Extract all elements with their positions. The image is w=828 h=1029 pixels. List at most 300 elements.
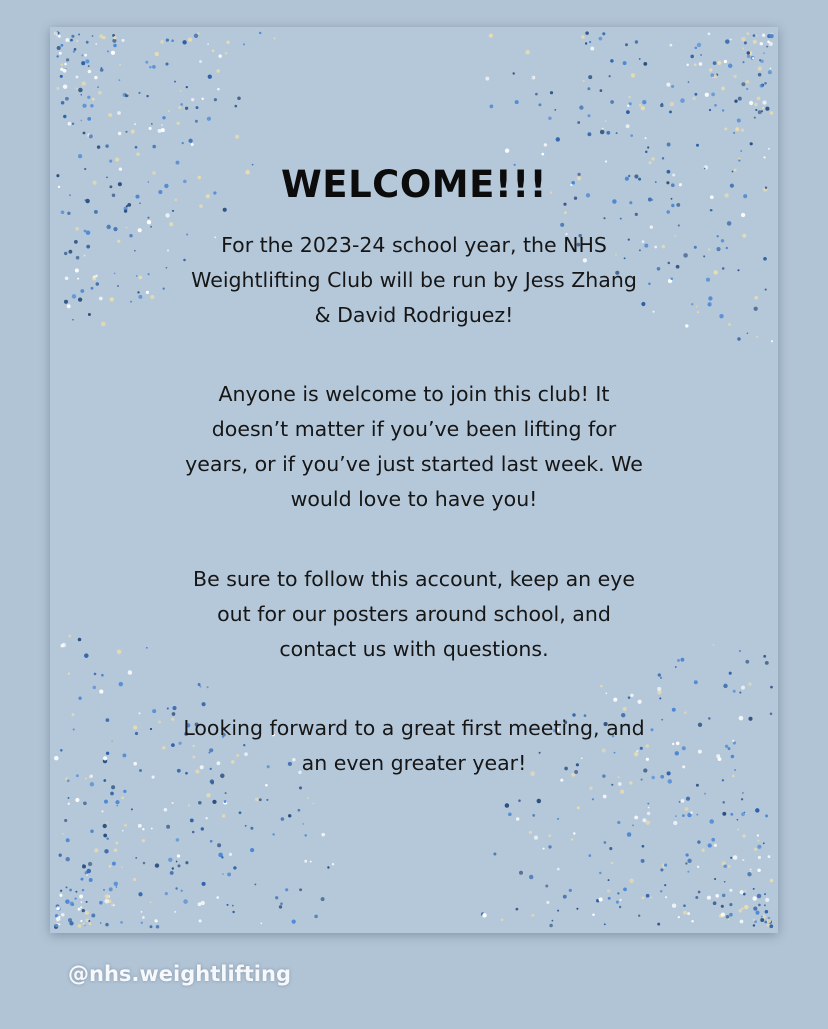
confetti-dot <box>529 831 532 834</box>
confetti-dot <box>106 752 109 755</box>
confetti-dot <box>104 899 109 904</box>
confetti-dot <box>757 894 762 899</box>
confetti-dot <box>587 87 590 90</box>
confetti-dot <box>188 804 190 806</box>
confetti-dot <box>152 65 156 69</box>
confetti-dot <box>302 823 304 825</box>
confetti-dot <box>158 129 162 133</box>
confetti-dot <box>155 52 159 56</box>
confetti-dot <box>698 891 701 894</box>
confetti-dot <box>716 247 720 251</box>
confetti-dot <box>101 322 105 326</box>
confetti-dot <box>758 66 762 70</box>
confetti-dot <box>738 159 740 161</box>
confetti-dot <box>172 867 174 869</box>
confetti-dot <box>613 698 617 702</box>
confetti-dot <box>61 913 65 917</box>
confetti-dot <box>750 869 752 871</box>
confetti-dot <box>71 35 74 38</box>
confetti-dot <box>125 131 127 133</box>
confetti-dot <box>188 38 192 42</box>
confetti-dot <box>207 43 209 45</box>
confetti-dot <box>543 848 545 850</box>
confetti-dot <box>741 213 745 217</box>
confetti-dot <box>588 75 592 79</box>
confetti-dot <box>666 83 670 87</box>
confetti-dot <box>142 916 145 919</box>
confetti-dot <box>669 110 672 113</box>
confetti-dot <box>744 905 748 909</box>
confetti-dot <box>647 803 649 805</box>
confetti-dot <box>587 114 590 117</box>
confetti-dot <box>235 135 239 139</box>
announcement-card <box>50 27 778 933</box>
confetti-dot <box>723 684 727 688</box>
confetti-dot <box>753 907 757 911</box>
confetti-dot <box>683 904 686 907</box>
confetti-dot <box>332 863 334 865</box>
confetti-dot <box>94 210 98 214</box>
confetti-dot <box>250 848 254 852</box>
confetti-dot <box>102 810 104 812</box>
confetti-dot <box>745 890 747 892</box>
confetti-dot <box>641 859 645 863</box>
confetti-dot <box>550 91 553 94</box>
confetti-dot <box>722 894 726 898</box>
confetti-dot <box>57 907 60 910</box>
confetti-dot <box>162 116 165 119</box>
confetti-dot <box>650 896 652 898</box>
confetti-dot <box>113 36 116 39</box>
confetti-dot <box>489 34 493 38</box>
confetti-dot <box>226 904 228 906</box>
confetti-dot <box>103 824 107 828</box>
confetti-dot <box>519 871 523 875</box>
confetti-dot <box>78 908 81 911</box>
confetti-dot <box>742 47 744 49</box>
confetti-dot <box>122 39 125 42</box>
confetti-dot <box>72 294 76 298</box>
confetti-dot <box>678 916 680 918</box>
confetti-dot <box>69 889 72 892</box>
confetti-dot <box>694 63 697 66</box>
confetti-dot <box>84 255 86 257</box>
confetti-dot <box>730 857 732 859</box>
confetti-dot <box>755 911 759 915</box>
confetti-dot <box>88 70 92 74</box>
confetti-dot <box>589 41 591 43</box>
confetti-dot <box>755 109 757 111</box>
confetti-dot <box>728 64 733 69</box>
confetti-dot <box>170 871 174 875</box>
confetti-dot <box>218 54 222 58</box>
confetti-dot <box>207 117 211 121</box>
confetti-dot <box>145 61 148 64</box>
confetti-dot <box>731 755 735 759</box>
confetti-dot <box>207 686 209 688</box>
confetti-dot <box>766 46 768 48</box>
confetti-dot <box>127 93 129 95</box>
confetti-dot <box>226 41 229 44</box>
confetti-dot <box>81 61 85 65</box>
confetti-dot <box>557 818 559 820</box>
confetti-dot <box>770 686 773 689</box>
confetti-dot <box>485 77 489 81</box>
confetti-dot <box>61 101 65 105</box>
paragraph-line: out for our posters around school, and <box>217 602 611 626</box>
confetti-dot <box>739 716 744 721</box>
confetti-dot <box>97 145 100 148</box>
confetti-dot <box>608 879 610 881</box>
confetti-dot <box>82 81 86 85</box>
confetti-dot <box>57 46 61 50</box>
confetti-dot <box>610 100 614 104</box>
confetti-dot <box>59 854 62 857</box>
confetti-dot <box>733 690 736 693</box>
confetti-dot <box>764 893 766 895</box>
confetti-dot <box>79 895 83 899</box>
confetti-dot <box>217 843 221 847</box>
confetti-dot <box>67 304 71 308</box>
confetti-dot <box>164 808 168 812</box>
confetti-dot <box>722 779 724 781</box>
confetti-dot <box>732 775 735 778</box>
confetti-dot <box>168 858 172 862</box>
confetti-dot <box>490 105 494 109</box>
confetti-dot <box>708 33 711 36</box>
confetti-dot <box>606 131 610 135</box>
confetti-dot <box>95 43 97 45</box>
confetti-dot <box>760 42 763 45</box>
confetti-dot <box>70 902 74 906</box>
confetti-dot <box>747 332 749 334</box>
confetti-dot <box>199 60 202 63</box>
confetti-dot <box>99 297 103 301</box>
confetti-dot <box>176 861 178 863</box>
confetti-dot <box>600 89 603 92</box>
confetti-dot <box>64 819 67 822</box>
confetti-dot <box>744 812 746 814</box>
confetti-dot <box>726 247 728 249</box>
confetti-dot <box>747 51 750 54</box>
confetti-dot <box>85 778 87 780</box>
confetti-dot <box>604 841 607 844</box>
confetti-dot <box>664 884 666 886</box>
confetti-dot <box>235 105 238 108</box>
confetti-dot <box>608 897 611 900</box>
confetti-dot <box>73 50 76 53</box>
confetti-dot <box>165 892 168 895</box>
confetti-dot <box>110 792 114 796</box>
confetti-dot <box>227 872 231 876</box>
confetti-dot <box>493 852 496 855</box>
confetti-dot <box>178 106 181 109</box>
confetti-dot <box>724 881 726 883</box>
confetti-dot <box>617 821 620 824</box>
confetti-dot <box>659 697 661 699</box>
confetti-dot <box>60 44 63 47</box>
confetti-dot <box>83 801 87 805</box>
confetti-dot <box>54 31 58 35</box>
confetti-dot <box>82 864 86 868</box>
confetti-dot <box>763 156 765 158</box>
confetti-dot <box>116 886 118 888</box>
confetti-dot <box>76 256 80 260</box>
confetti-dot <box>733 855 738 860</box>
confetti-dot <box>135 146 138 149</box>
paragraph-line: & David Rodriguez! <box>314 303 514 327</box>
confetti-dot <box>150 925 153 928</box>
confetti-dot <box>741 686 745 690</box>
confetti-dot <box>195 120 198 123</box>
confetti-dot <box>80 289 84 293</box>
confetti-dot <box>172 210 174 212</box>
confetti-dot <box>72 713 75 716</box>
confetti-dot <box>599 37 603 41</box>
confetti-dot <box>628 96 630 98</box>
confetti-dot <box>259 798 262 801</box>
confetti-dot <box>99 901 103 905</box>
confetti-dot <box>63 115 66 118</box>
account-handle-tag[interactable]: @nhs.weightlifting <box>68 962 291 986</box>
confetti-dot <box>64 252 67 255</box>
confetti-dot <box>272 833 274 835</box>
confetti-dot <box>255 798 259 802</box>
confetti-dot <box>221 856 223 858</box>
confetti-dot <box>728 865 731 868</box>
confetti-dot <box>279 905 282 908</box>
confetti-dot <box>56 55 58 57</box>
confetti-dot <box>761 916 763 918</box>
confetti-dot <box>583 80 585 82</box>
confetti-dot <box>721 239 724 242</box>
confetti-dot <box>765 910 768 913</box>
confetti-dot <box>589 787 592 790</box>
confetti-dot <box>60 68 63 71</box>
welcome-heading: WELCOME!!! <box>281 163 547 206</box>
confetti-dot <box>65 886 67 888</box>
confetti-dot <box>94 76 97 79</box>
confetti-dot <box>750 142 753 145</box>
confetti-dot <box>225 792 227 794</box>
confetti-dot <box>214 98 217 101</box>
confetti-dot <box>172 802 174 804</box>
confetti-dot <box>765 814 768 817</box>
confetti-dot <box>771 340 773 342</box>
confetti-dot <box>223 208 227 212</box>
paragraph-club-leaders <box>114 228 714 333</box>
confetti-dot <box>658 673 661 676</box>
confetti-dot <box>166 825 170 829</box>
confetti-dot <box>233 866 236 869</box>
confetti-dot <box>745 660 749 664</box>
confetti-dot <box>106 718 110 722</box>
confetti-dot <box>232 911 234 913</box>
confetti-dot <box>602 128 604 130</box>
confetti-dot <box>65 277 69 281</box>
confetti-dot <box>150 902 152 904</box>
confetti-dot <box>61 63 64 66</box>
confetti-dot <box>305 834 307 836</box>
confetti-dot <box>86 901 88 903</box>
confetti-dot <box>609 847 612 850</box>
confetti-dot <box>766 923 769 926</box>
confetti-dot <box>762 101 766 105</box>
confetti-dot <box>501 918 504 921</box>
confetti-dot <box>174 81 176 83</box>
confetti-dot <box>124 209 127 212</box>
confetti-dot <box>60 890 62 892</box>
confetti-dot <box>708 843 712 847</box>
confetti-dot <box>67 212 70 215</box>
confetti-dot <box>90 782 95 787</box>
confetti-dot <box>635 40 638 43</box>
confetti-dot <box>623 61 627 65</box>
confetti-dot <box>647 812 650 815</box>
confetti-dot <box>616 132 618 134</box>
confetti-dot <box>54 924 59 929</box>
confetti-dot <box>118 132 121 135</box>
confetti-dot <box>645 151 647 153</box>
confetti-dot <box>307 797 309 799</box>
confetti-dot <box>201 827 204 830</box>
confetti-dot <box>605 120 607 122</box>
confetti-dot <box>754 296 758 300</box>
confetti-dot <box>96 282 99 285</box>
confetti-dot <box>216 896 219 899</box>
confetti-dot <box>629 879 634 884</box>
confetti-dot <box>635 213 638 216</box>
confetti-dot <box>620 218 622 220</box>
confetti-dot <box>68 122 72 126</box>
confetti-dot <box>742 61 744 63</box>
confetti-dot <box>757 97 761 101</box>
confetti-dot <box>59 52 62 55</box>
confetti-dot <box>304 860 307 863</box>
confetti-dot <box>700 54 702 56</box>
paragraph-line: For the 2023-24 school year, the NHS <box>221 233 607 257</box>
confetti-dot <box>105 144 108 147</box>
confetti-dot <box>695 896 698 899</box>
confetti-dot <box>121 796 124 799</box>
confetti-dot <box>681 799 685 803</box>
confetti-dot <box>131 130 135 134</box>
confetti-dot <box>694 46 697 49</box>
confetti-dot <box>642 845 645 848</box>
confetti-dot <box>637 700 641 704</box>
confetti-dot <box>202 702 206 706</box>
confetti-dot <box>678 224 680 226</box>
confetti-dot <box>87 869 92 874</box>
confetti-dot <box>741 129 744 132</box>
confetti-dot <box>585 42 587 44</box>
confetti-dot <box>160 40 164 44</box>
confetti-dot <box>763 842 765 844</box>
confetti-dot <box>211 781 214 784</box>
confetti-dot <box>642 896 645 899</box>
confetti-dot <box>171 39 174 42</box>
confetti-dot <box>711 838 715 842</box>
confetti-dot <box>592 798 594 800</box>
confetti-dot <box>87 96 90 99</box>
confetti-dot <box>740 890 744 894</box>
confetti-dot <box>182 142 184 144</box>
confetti-dot <box>734 769 736 771</box>
confetti-dot <box>739 909 743 913</box>
confetti-dot <box>602 32 605 35</box>
confetti-dot <box>685 862 687 864</box>
confetti-dot <box>753 888 755 890</box>
confetti-dot <box>758 73 762 77</box>
confetti-dot <box>68 672 70 674</box>
confetti-dot <box>120 921 123 924</box>
confetti-dot <box>757 834 759 836</box>
confetti-dot <box>199 686 201 688</box>
confetti-dot <box>74 897 76 899</box>
confetti-dot <box>175 887 177 889</box>
confetti-dot <box>198 801 202 805</box>
confetti-dot <box>576 908 578 910</box>
confetti-dot <box>667 143 671 147</box>
paragraph-line: years, or if you’ve just started last week. We <box>185 452 643 476</box>
confetti-dot <box>742 859 744 861</box>
confetti-dot <box>737 269 739 271</box>
confetti-dot <box>136 153 139 156</box>
confetti-dot <box>693 97 696 100</box>
confetti-dot <box>147 220 151 224</box>
confetti-dot <box>94 673 97 676</box>
confetti-dot <box>754 848 757 851</box>
confetti-dot <box>733 75 736 78</box>
confetti-dot <box>548 834 551 837</box>
confetti-dot <box>723 864 726 867</box>
confetti-dot <box>609 75 611 77</box>
confetti-dot <box>729 672 732 675</box>
confetti-dot <box>758 856 761 859</box>
confetti-dot <box>739 692 741 694</box>
confetti-dot <box>657 687 661 691</box>
confetti-dot <box>188 139 192 143</box>
confetti-dot <box>715 894 719 898</box>
confetti-dot <box>737 119 741 123</box>
confetti-dot <box>588 854 591 857</box>
confetti-dot <box>719 314 723 318</box>
confetti-dot <box>66 58 69 61</box>
confetti-dot <box>299 786 302 789</box>
confetti-dot <box>638 915 640 917</box>
confetti-dot <box>141 911 143 913</box>
confetti-dot <box>134 123 136 125</box>
confetti-dot <box>764 904 766 906</box>
confetti-dot <box>611 862 614 865</box>
confetti-dot <box>763 257 767 261</box>
confetti-dot <box>212 49 215 52</box>
confetti-dot <box>113 904 115 906</box>
confetti-dot <box>142 839 145 842</box>
confetti-dot <box>88 313 91 316</box>
confetti-dot <box>65 857 69 861</box>
confetti-dot <box>604 923 606 925</box>
confetti-dot <box>579 105 583 109</box>
confetti-dot <box>717 235 719 237</box>
confetti-dot <box>68 803 70 805</box>
confetti-dot <box>617 892 619 894</box>
confetti-dot <box>119 64 121 66</box>
confetti-dot <box>59 894 62 897</box>
confetti-dot <box>86 874 88 876</box>
confetti-dot <box>626 110 630 114</box>
confetti-dot <box>216 69 220 73</box>
